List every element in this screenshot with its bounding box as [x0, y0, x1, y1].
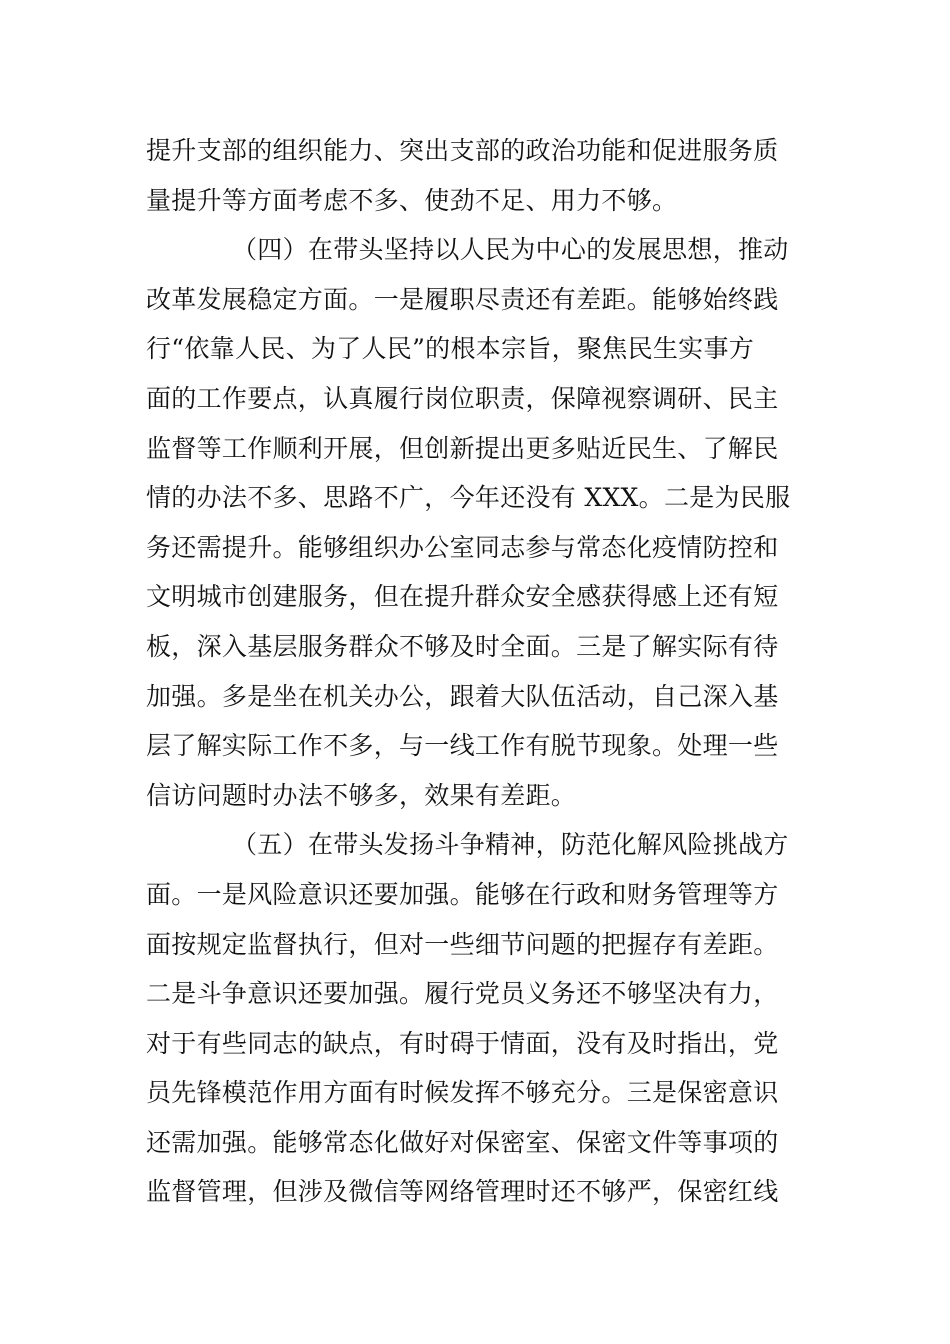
text-line: （四）在带头坚持以人民为中心的发展思想，推动 [232, 235, 789, 265]
text-line: 层了解实际工作不多，与一线工作有脱节现象。处理一些 [146, 731, 779, 761]
text-line: 监督管理，但涉及微信等网络管理时还不够严，保密红线 [146, 1177, 779, 1207]
text-line: 面按规定监督执行，但对一些细节问题的把握存有差距。 [146, 929, 779, 959]
text-line: 面。一是风险意识还要加强。能够在行政和财务管理等方 [146, 879, 779, 909]
text-line: 对于有些同志的缺点，有时碍于情面，没有及时指出，党 [146, 1028, 779, 1058]
text-line: （五）在带头发扬斗争精神，防范化解风险挑战方 [232, 830, 789, 860]
text-line: 情的办法不多、思路不广，今年还没有 XXX。二是为民服 [146, 483, 791, 513]
text-line: 加强。多是坐在机关办公，跟着大队伍活动，自己深入基 [146, 681, 779, 711]
text-line: 监督等工作顺利开展，但创新提出更多贴近民生、了解民 [146, 433, 779, 463]
text-line: 量提升等方面考虑不多、使劲不足、用力不够。 [146, 185, 678, 215]
text-line: 板，深入基层服务群众不够及时全面。三是了解实际有待 [146, 631, 779, 661]
text-line: 二是斗争意识还要加强。履行党员义务还不够坚决有力， [146, 979, 779, 1009]
text-line: 员先锋模范作用方面有时候发挥不够充分。三是保密意识 [146, 1078, 779, 1108]
text-line: 还需加强。能够常态化做好对保密室、保密文件等事项的 [146, 1127, 779, 1157]
text-line: 提升支部的组织能力、突出支部的政治功能和促进服务质 [146, 136, 779, 165]
text-line: 务还需提升。能够组织办公室同志参与常态化疫情防控和 [146, 532, 779, 562]
text-line: 文明城市创建服务，但在提升群众安全感获得感上还有短 [146, 582, 779, 612]
text-line: 改革发展稳定方面。一是履职尽责还有差距。能够始终践 [146, 284, 779, 314]
text-line: 信访问题时办法不够多，效果有差距。 [146, 780, 577, 810]
text-line: 面的工作要点，认真履行岗位职责，保障视察调研、民主 [146, 383, 779, 413]
text-line: 行“依靠人民、为了人民”的根本宗旨，聚焦民生实事方 [146, 334, 755, 364]
document-body [146, 126, 806, 1217]
